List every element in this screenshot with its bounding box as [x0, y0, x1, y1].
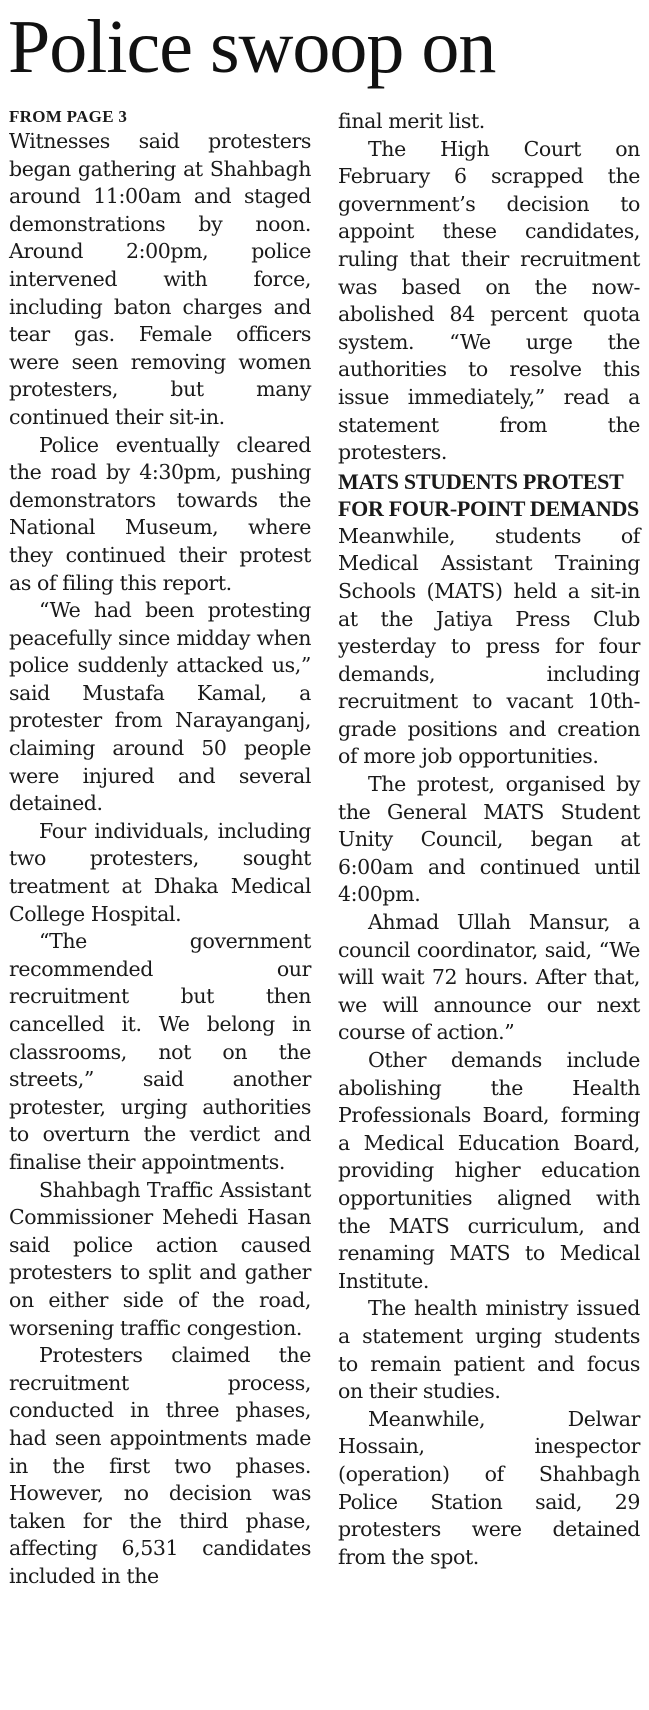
- paragraph: “The government recommended our recruitment but then cancelled it. We belong in classrooms, not on the streets,” said another protester, urging authorities to overturn the verdict and finalise their appointments.: [9, 929, 311, 1174]
- jump-line: FROM PAGE 3: [9, 107, 128, 126]
- paragraph-continuation: final merit list.: [338, 109, 485, 133]
- paragraph: Meanwhile, Delwar Hossain, inespector (operation) of Shahbagh Police Station said, 29 protesters were detained from the spot.: [338, 1406, 640, 1569]
- subheading: MATS STUDENTS PROTEST FOR FOUR-POINT DEMANDS: [338, 468, 639, 522]
- paragraph: “We had been protesting peacefully since midday when police suddenly attacked us,” said Mustafa Kamal, a protester from Narayanganj, claiming around 50 people were injured and several detained.: [9, 598, 311, 816]
- paragraph: Ahmad Ullah Mansur, a council coordinator, said, “We will wait 72 hours. After that, we will announce our next course of action.”: [338, 910, 640, 1045]
- paragraph: The health ministry issued a statement urging students to remain patient and focus on their studies.: [338, 1296, 640, 1404]
- paragraph: Witnesses said protesters began gathering at Shahbagh around 11:00am and staged demonstrations by noon. Around 2:00pm, police intervened with force, including baton charges and tear gas. Female officers were seen removing women protesters, but many continued their sit-in.: [9, 129, 311, 429]
- paragraph: The High Court on February 6 scrapped the government’s decision to appoint these candidates, ruling that their recruitment was based on the now-abolished 84 percent quota system. “We urge the authorities to resolve this issue immediately,” read a statement from the protesters.: [338, 136, 640, 465]
- left-column: [9, 106, 311, 1590]
- right-column: [338, 108, 640, 1571]
- paragraph: The protest, organised by the General MATS Student Unity Council, began at 6:00am and continued until 4:00pm.: [338, 772, 640, 907]
- paragraph: Meanwhile, students of Medical Assistant Training Schools (MATS) held a sit-in at the Jatiya Press Club yesterday to press for four demands, including recruitment to vacant 10th-grade positions and creation of more job opportunities.: [338, 523, 640, 769]
- paragraph: Police eventually cleared the road by 4:30pm, pushing demonstrators towards the National Museum, where they continued their protest as of filing this report.: [9, 432, 311, 595]
- paragraph: Protesters claimed the recruitment process, conducted in three phases, had seen appointments made in the first two phases. However, no decision was taken for the third phase, affecting 6,531 candidates included in the: [9, 1343, 311, 1588]
- paragraph: Other demands include abolishing the Health Professionals Board, forming a Medical Education Board, providing higher education opportunities aligned with the MATS curriculum, and renaming MATS to Medical Institute.: [338, 1048, 640, 1293]
- paragraph: Four individuals, including two protesters, sought treatment at Dhaka Medical College Hospital.: [9, 818, 311, 926]
- paragraph: Shahbagh Traffic Assistant Commissioner Mehedi Hasan said police action caused protesters to split and gather on either side of the road, worsening traffic congestion.: [9, 1177, 311, 1340]
- headline: Police swoop on: [8, 5, 496, 89]
